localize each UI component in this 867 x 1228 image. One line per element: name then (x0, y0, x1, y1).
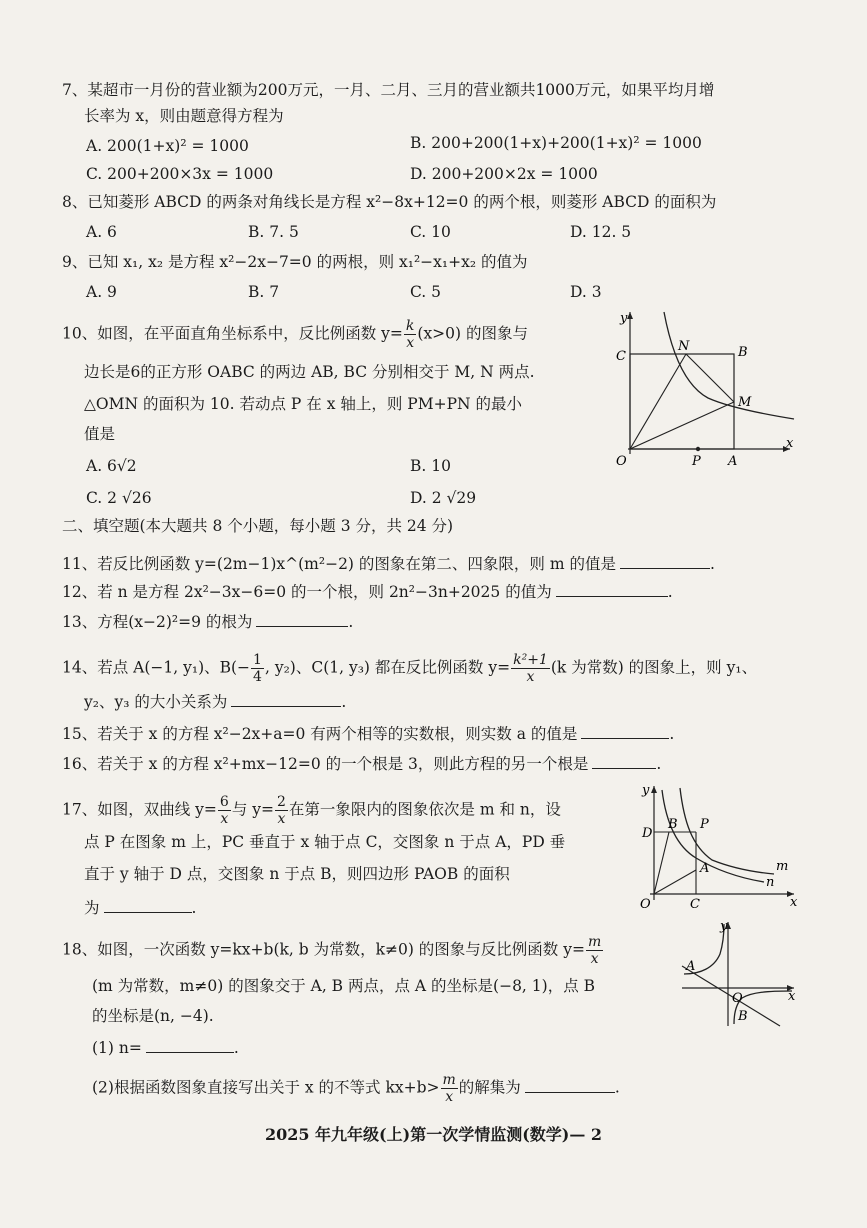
q18-text-a: 18、如图，一次函数 y=kx+b(k, b 为常数，k≠0) 的图象与反比例函数 y= (62, 940, 585, 959)
q10-stem-line1 (62, 318, 528, 351)
q18-part2-frac-den: x (445, 1089, 454, 1105)
q17-frac2-num: 2 (277, 794, 286, 810)
q17-frac1-num: 6 (219, 794, 229, 810)
q10-option-b: B. 10 (410, 457, 451, 475)
q13-stem: 13、方程(x−2)²=9 的根为 . (62, 610, 353, 632)
q8-option-a: A. 6 (86, 223, 117, 241)
q14-frac1-den: 4 (253, 669, 262, 685)
section-2-header: 二、填空题(本大题共 8 个小题，每小题 3 分，共 24 分) (62, 517, 454, 535)
q10-stem-line3: △OMN 的面积为 10. 若动点 P 在 x 轴上，则 PM+PN 的最小 (84, 395, 523, 413)
q17-stem-line2: 点 P 在图象 m 上，PC 垂直于 x 轴于点 C，交图象 n 于点 A，PD 垂 (84, 833, 566, 851)
q17-segment-oa (654, 870, 696, 894)
q10-label-c: C (616, 349, 626, 364)
q17-label-o: O (640, 897, 651, 912)
q18-part1-blank[interactable] (146, 1036, 234, 1053)
q11-answer-blank[interactable] (620, 552, 710, 569)
q10-label-n: N (678, 339, 690, 354)
q9-option-c: C. 5 (410, 283, 442, 301)
q14-answer-blank[interactable] (231, 690, 341, 707)
q18-label-b: B (738, 1009, 748, 1024)
q8-option-c: C. 10 (410, 223, 451, 241)
q17-figure (622, 782, 802, 912)
q10-stem-line2: 边长是6的正方形 OABC 的两边 AB, BC 分别相交于 M, N 两点. (84, 363, 535, 381)
q18-part2-text-a: (2)根据函数图象直接写出关于 x 的不等式 kx+b> (92, 1078, 440, 1097)
q16-text: 16、若关于 x 的方程 x²+mx−12=0 的一个根是 3，则此方程的另一个根是 (62, 755, 589, 773)
q10-option-d: D. 2 √29 (410, 489, 477, 507)
q15-text: 15、若关于 x 的方程 x²−2x+a=0 有两个相等的实数根，则实数 a 的值是 (62, 725, 578, 743)
q14-fraction-1 (251, 652, 264, 685)
q14-stem-line2: y₂、y₃ 的大小关系为 . (84, 690, 346, 712)
q17-stem-line4: 为 . (84, 896, 196, 918)
q10-label-b: B (738, 345, 748, 360)
q17-label-x: x (790, 895, 798, 910)
q13-text: 13、方程(x−2)²=9 的根为 (62, 613, 253, 631)
q18-figure (676, 918, 800, 1030)
page-footer: 2025 年九年级(上)第一次学情监测(数学)— 2 (264, 1125, 603, 1144)
q10-label-a: A (728, 454, 738, 469)
q18-part2-fraction (441, 1072, 458, 1105)
q18-stem-line3: 的坐标是(n, −4). (92, 1007, 214, 1025)
q18-part2-blank[interactable] (525, 1076, 615, 1093)
q17-label-d: D (642, 826, 653, 841)
q12-answer-blank[interactable] (556, 580, 668, 597)
q10-label-o: O (616, 454, 627, 469)
q18-frac-den: x (590, 951, 599, 967)
q17-text-c: 在第一象限内的图象依次是 m 和 n，设 (288, 800, 561, 819)
q14-frac2-den: x (526, 669, 535, 685)
q14-fraction-2 (511, 652, 550, 685)
q10-segment-om (630, 402, 734, 449)
q17-frac1-den: x (220, 811, 229, 827)
q18-stem-line2: (m 为常数，m≠0) 的图象交于 A, B 两点，点 A 的坐标是(−8, 1)，点 B (92, 977, 596, 995)
q10-option-a: A. 6√2 (86, 457, 137, 475)
q7-option-b: B. 200+200(1+x)+200(1+x)² = 1000 (410, 134, 702, 152)
q16-stem: 16、若关于 x 的方程 x²+mx−12=0 的一个根是 3，则此方程的另一个根是 . (62, 752, 661, 774)
q10-segment-on (630, 354, 686, 449)
q12-stem: 12、若 n 是方程 2x²−3x−6=0 的一个根，则 2n²−3n+2025 的值为 . (62, 580, 673, 602)
q8-option-d: D. 12. 5 (570, 223, 632, 241)
q11-stem: 11、若反比例函数 y=(2m−1)x^(m²−2) 的图象在第二、四象限，则 m 的值是 . (62, 552, 715, 574)
q17-text-d: 为 (84, 899, 100, 917)
q15-answer-blank[interactable] (581, 722, 669, 739)
q18-fraction (586, 934, 603, 967)
q17-fraction-2 (275, 794, 288, 827)
q17-curve-n (662, 790, 764, 882)
q8-stem: 8、已知菱形 ABCD 的两条对角线长是方程 x²−8x+12=0 的两个根，则菱形 ABCD 的面积为 (62, 193, 717, 211)
q7-option-a: A. 200(1+x)² = 1000 (86, 137, 249, 155)
q14-text-c: (k 为常数) 的图象上，则 y₁、 (550, 658, 758, 677)
q10-fraction (404, 318, 416, 351)
q18-part1: (1) n= . (92, 1036, 239, 1058)
q18-part2-text-b: 的解集为 (458, 1078, 521, 1097)
q17-text-a: 17、如图，双曲线 y= (62, 800, 217, 819)
q10-label-y: y (620, 311, 628, 326)
q10-segment-mn (686, 354, 734, 402)
q10-label-x: x (786, 436, 794, 451)
q18-part2-frac-num: m (442, 1072, 456, 1088)
q17-segment-ob (654, 832, 669, 894)
q10-label-p: P (692, 454, 701, 469)
q17-curve-m (680, 788, 774, 874)
q17-answer-blank[interactable] (104, 896, 192, 913)
q9-option-b: B. 7 (248, 283, 280, 301)
q17-label-m: m (776, 859, 789, 874)
q18-label-y: y (720, 919, 728, 934)
q18-stem-line1 (62, 934, 604, 967)
q17-y-arrow (651, 786, 657, 793)
q18-label-x: x (788, 989, 796, 1004)
q18-label-o: O (732, 991, 743, 1006)
q7-stem-line1: 7、某超市一月份的营业额为200万元，一月、二月、三月的营业额共1000万元，如果平均月增 (62, 81, 715, 99)
q17-label-c: C (690, 897, 700, 912)
q9-option-a: A. 9 (86, 283, 117, 301)
q7-option-d: D. 200+200×2x = 1000 (410, 165, 598, 183)
q14-frac1-num: 1 (253, 652, 262, 668)
q10-figure (598, 304, 798, 469)
q17-text-b: 与 y= (231, 800, 274, 819)
q10-point-p (696, 447, 700, 451)
q17-label-a: A (700, 861, 710, 876)
q9-option-d: D. 3 (570, 283, 602, 301)
q15-stem: 15、若关于 x 的方程 x²−2x+a=0 有两个相等的实数根，则实数 a 的值是 . (62, 722, 674, 744)
q10-text-b: (x>0) 的图象与 (417, 324, 529, 343)
q10-text-a: 10、如图，在平面直角坐标系中，反比例函数 y= (62, 324, 403, 343)
q17-stem-line1 (62, 794, 561, 827)
q10-frac-den: x (406, 335, 415, 351)
q16-answer-blank[interactable] (592, 752, 656, 769)
q17-label-p: P (700, 817, 709, 832)
q17-label-n: n (766, 875, 775, 890)
q7-stem-line2: 长率为 x，则由题意得方程为 (84, 107, 284, 125)
q8-option-b: B. 7. 5 (248, 223, 299, 241)
q14-text-a: 14、若点 A(−1, y₁)、B(− (62, 658, 251, 677)
q10-stem-line4: 值是 (84, 425, 116, 443)
q11-text: 11、若反比例函数 y=(2m−1)x^(m²−2) 的图象在第二、四象限，则 m 的值是 (62, 555, 616, 573)
q18-part1-text: (1) n= (92, 1039, 142, 1057)
q17-frac2-den: x (277, 811, 286, 827)
q10-frac-num: k (405, 318, 415, 334)
q18-label-a: A (686, 959, 696, 974)
q12-text: 12、若 n 是方程 2x²−3x−6=0 的一个根，则 2n²−3n+2025 的值为 (62, 583, 552, 601)
q10-y-arrow (627, 312, 633, 319)
q14-frac2-num: k²+1 (513, 652, 548, 668)
q10-label-m: M (738, 395, 752, 410)
q17-stem-line3: 直于 y 轴于 D 点，交图象 n 于点 B，则四边形 PAOB 的面积 (84, 865, 510, 883)
q14-text-d: y₂、y₃ 的大小关系为 (84, 693, 228, 711)
q10-hyperbola (664, 312, 794, 419)
q14-stem-line1 (62, 652, 757, 685)
q7-option-c: C. 200+200×3x = 1000 (86, 165, 274, 183)
q17-fraction-1 (218, 794, 231, 827)
q17-label-y: y (642, 783, 650, 798)
q18-frac-num: m (587, 934, 602, 950)
q9-stem: 9、已知 x₁, x₂ 是方程 x²−2x−7=0 的两根，则 x₁²−x₁+x₂ 的值为 (62, 253, 528, 271)
q18-part2: (2)根据函数图象直接写出关于 x 的不等式 kx+b> $\frac{m}{x}$ 的解集为 . (92, 1072, 620, 1105)
q18-line (682, 966, 780, 1026)
q17-label-b: B (668, 817, 678, 832)
q14-text-b: , y₂)、C(1, y₃) 都在反比例函数 y= (264, 658, 511, 677)
q10-option-c: C. 2 √26 (86, 489, 152, 507)
q13-answer-blank[interactable] (256, 610, 348, 627)
